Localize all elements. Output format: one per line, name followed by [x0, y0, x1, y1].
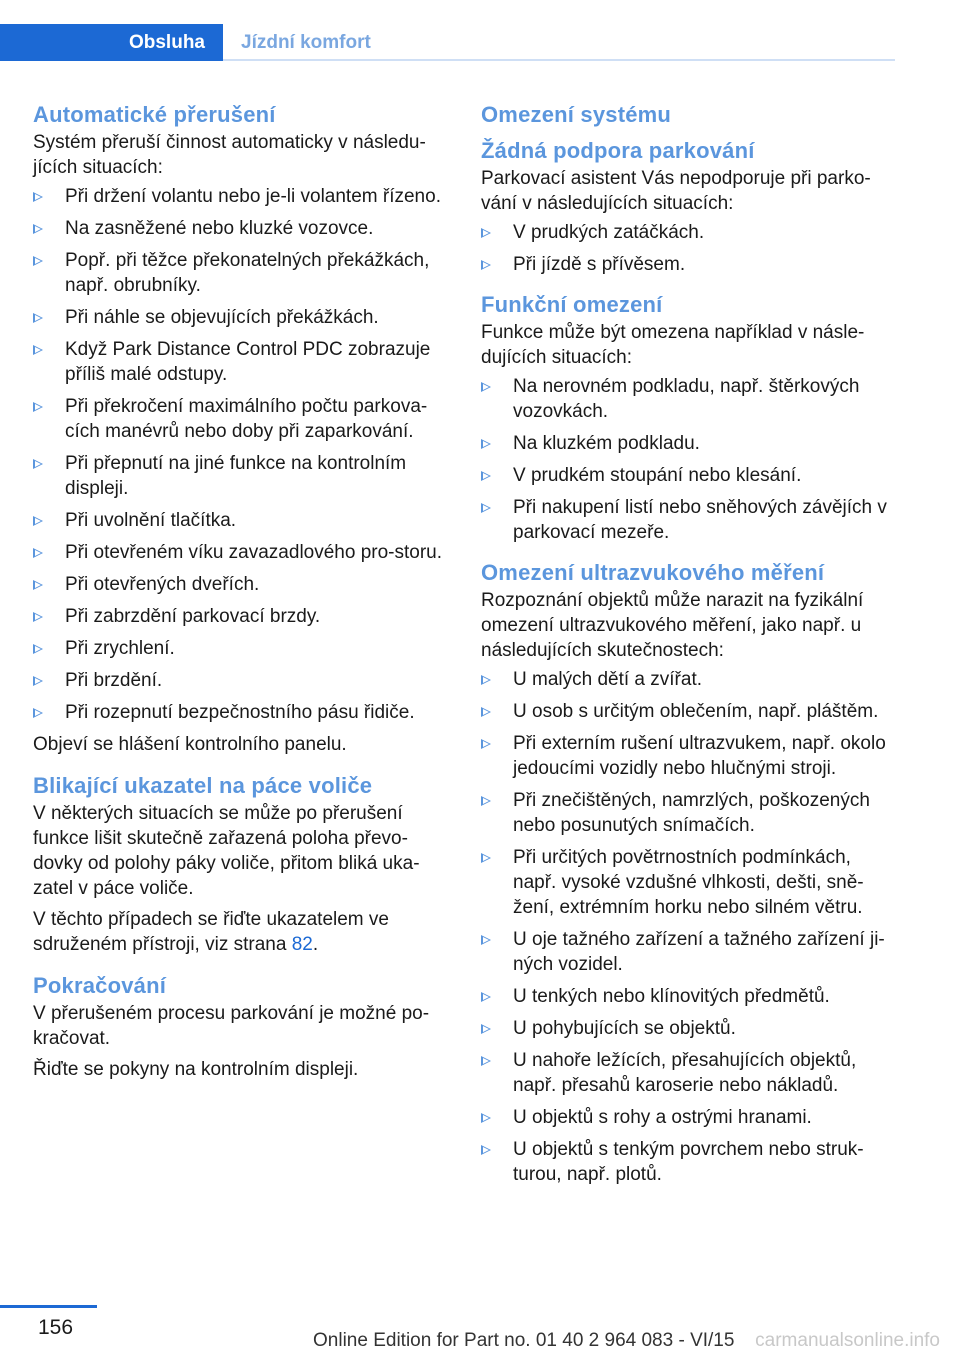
list-item	[481, 495, 896, 545]
list-item-text: Při náhle se objevujících překážkách.	[65, 307, 379, 328]
list-item-text: Při jízdě s přívěsem.	[513, 254, 686, 275]
list-item	[33, 305, 448, 330]
list-item-text: Při zrychlení.	[65, 638, 175, 659]
list-item	[33, 184, 448, 209]
page-link-82[interactable]: 82	[291, 934, 313, 955]
list-item-text: U pohybujících se objektů.	[513, 1018, 736, 1039]
list-item	[481, 927, 896, 977]
list-item-text: U nahoře ležících, přesahujících objektů, např. přesahů karoserie nebo nákladů.	[513, 1050, 857, 1096]
bullet-arrow-icon	[33, 192, 43, 202]
list-item	[481, 431, 896, 456]
list-item-text: U objektů s rohy a ostrými hranami.	[513, 1107, 812, 1128]
heading-funkcni-omezeni: Funkční omezení	[481, 292, 663, 317]
bullet-arrow-icon	[481, 935, 491, 945]
list-item-text: Při určitých povětrnostních podmínkách, např. vysoké vzdušné vlhkosti, dešti, sně-žení, extrémním horku nebo silném větru.	[513, 847, 864, 918]
list-item	[481, 699, 896, 724]
bullet-arrow-icon	[481, 675, 491, 685]
heading-zadna-podpora: Žádná podpora parkování	[481, 138, 755, 163]
list-item	[481, 845, 896, 920]
list-item-text: Při rozepnutí bezpečnostního pásu řidiče.	[65, 702, 415, 723]
blink-paragraph-2	[33, 907, 448, 957]
bullet-arrow-icon	[481, 739, 491, 749]
list-item-text: U malých dětí a zvířat.	[513, 669, 703, 690]
func-list	[481, 374, 896, 545]
list-item	[481, 1137, 896, 1187]
bullet-arrow-icon	[33, 644, 43, 654]
edition-note: Online Edition for Part no. 01 40 2 964 083 - VI/15	[313, 1330, 735, 1351]
list-item	[33, 248, 448, 298]
list-item	[33, 216, 448, 241]
bullet-arrow-icon	[481, 382, 491, 392]
cont-paragraph-2: Řiďte se pokyny na kontrolním displeji.	[33, 1059, 359, 1080]
cont-paragraph-1: V přerušeném procesu parkování je možné po-kračovat.	[33, 1003, 430, 1049]
bullet-arrow-icon	[481, 796, 491, 806]
heading-ultrazvuk: Omezení ultrazvukového měření	[481, 560, 825, 585]
bullet-arrow-icon	[481, 853, 491, 863]
bullet-arrow-icon	[481, 1024, 491, 1034]
watermark: carmanualsonline.info	[755, 1330, 940, 1351]
list-item	[33, 394, 448, 444]
bullet-arrow-icon	[33, 548, 43, 558]
list-item	[481, 1016, 896, 1041]
ultra-list	[481, 667, 896, 1187]
list-item-text: Při překročení maximálního počtu parkova-cích manévrů nebo doby při zaparkování.	[65, 396, 428, 442]
list-item-text: Na nerovném podkladu, např. štěrkových vozovkách.	[513, 376, 860, 422]
list-item	[481, 1105, 896, 1130]
list-item	[481, 984, 896, 1009]
list-item-text: Popř. při těžce překonatelných překážkách, např. obrubníky.	[65, 250, 430, 296]
auto-intro: Systém přeruší činnost automaticky v následu-jících situacích:	[33, 132, 426, 178]
list-item	[33, 700, 448, 725]
list-item	[33, 572, 448, 597]
list-item	[33, 636, 448, 661]
bullet-arrow-icon	[33, 256, 43, 266]
list-item	[481, 220, 896, 245]
list-item-text: V prudkém stoupání nebo klesání.	[513, 465, 802, 486]
list-item-text: U tenkých nebo klínovitých předmětů.	[513, 986, 830, 1007]
nosupport-intro: Parkovací asistent Vás nepodporuje při parko-vání v následujících situacích:	[481, 168, 871, 214]
list-item-text: U oje tažného zařízení a tažného zařízení ji-ných vozidel.	[513, 929, 885, 975]
bullet-arrow-icon	[481, 1145, 491, 1155]
list-item-text: Při držení volantu nebo je-li volantem řízeno.	[65, 186, 441, 207]
tab-obsluha[interactable]: Obsluha	[0, 24, 223, 61]
bullet-arrow-icon	[33, 224, 43, 234]
right-column	[481, 100, 896, 1194]
list-item-text: Při přepnutí na jiné funkce na kontrolním displeji.	[65, 453, 407, 499]
nosupport-list	[481, 220, 896, 277]
heading-automaticke-preruseni: Automatické přerušení	[33, 102, 276, 127]
list-item-text: V prudkých zatáčkách.	[513, 222, 705, 243]
list-item	[33, 604, 448, 629]
list-item	[33, 540, 448, 565]
list-item	[481, 374, 896, 424]
bullet-arrow-icon	[33, 676, 43, 686]
bullet-arrow-icon	[481, 707, 491, 717]
list-item-text: Když Park Distance Control PDC zobrazuje příliš malé odstupy.	[65, 339, 431, 385]
bullet-arrow-icon	[33, 313, 43, 323]
left-column	[33, 100, 448, 1082]
bullet-arrow-icon	[481, 1056, 491, 1066]
list-item	[33, 337, 448, 387]
func-intro: Funkce může být omezena například v násle-dujících situacích:	[481, 322, 865, 368]
heading-pokracovani: Pokračování	[33, 973, 167, 998]
bullet-arrow-icon	[481, 260, 491, 270]
bullet-arrow-icon	[481, 439, 491, 449]
header-divider	[223, 59, 895, 61]
bullet-arrow-icon	[33, 580, 43, 590]
heading-blikajici-ukazatel: Blikající ukazatel na páce voliče	[33, 773, 373, 798]
list-item-text: Při otevřeném víku zavazadlového pro-storu.	[65, 542, 443, 563]
header-tabs	[0, 24, 371, 61]
list-item-text: Při znečištěných, namrzlých, poškozených nebo posunutých snímačích.	[513, 790, 870, 836]
bullet-arrow-icon	[481, 503, 491, 513]
list-item	[481, 788, 896, 838]
list-item	[33, 451, 448, 501]
auto-list	[33, 184, 448, 725]
blink-paragraph-1: V některých situacích se může po přerušení funkce lišit skutečně zařazená poloha převo-dovky od polohy páky voliče, přitom bliká uka-zatel v páce voliče.	[33, 803, 420, 899]
list-item-text: Při otevřených dveřích.	[65, 574, 260, 595]
bullet-arrow-icon	[481, 1113, 491, 1123]
bullet-arrow-icon	[33, 612, 43, 622]
list-item	[33, 508, 448, 533]
list-item-text: U osob s určitým oblečením, např. pláštěm.	[513, 701, 879, 722]
list-item	[481, 667, 896, 692]
page-number: 156	[38, 1316, 74, 1339]
list-item-text: Na zasněžené nebo kluzké vozovce.	[65, 218, 374, 239]
heading-omezeni-systemu: Omezení systému	[481, 102, 672, 127]
bullet-arrow-icon	[481, 471, 491, 481]
bullet-arrow-icon	[33, 402, 43, 412]
list-item-text: Na kluzkém podkladu.	[513, 433, 700, 454]
list-item-text: Při nakupení listí nebo sněhových závějích v parkovací mezeře.	[513, 497, 887, 543]
bullet-arrow-icon	[481, 992, 491, 1002]
list-item-text: U objektů s tenkým povrchem nebo struk-turou, např. plotů.	[513, 1139, 864, 1185]
bullet-arrow-icon	[33, 345, 43, 355]
blink-p2-text: V těchto případech se řiďte ukazatelem ve sdruženém přístroji, viz strana	[33, 909, 389, 955]
bullet-arrow-icon	[33, 516, 43, 526]
footer-divider	[0, 1305, 97, 1308]
list-item-text: Při brzdění.	[65, 670, 163, 691]
list-item	[481, 731, 896, 781]
bullet-arrow-icon	[33, 708, 43, 718]
list-item	[33, 668, 448, 693]
list-item	[481, 1048, 896, 1098]
bullet-arrow-icon	[481, 228, 491, 238]
list-item	[481, 252, 896, 277]
list-item-text: Při uvolnění tlačítka.	[65, 510, 237, 531]
bullet-arrow-icon	[33, 459, 43, 469]
auto-outro: Objeví se hlášení kontrolního panelu.	[33, 734, 347, 755]
blink-p2-end: .	[312, 934, 319, 955]
list-item-text: Při zabrzdění parkovací brzdy.	[65, 606, 321, 627]
tab-jizdni-komfort[interactable]: Jízdní komfort	[241, 31, 371, 53]
ultra-intro: Rozpoznání objektů může narazit na fyzikální omezení ultrazvukového měření, jako např. u následujících skutečnostech:	[481, 590, 864, 661]
list-item	[481, 463, 896, 488]
list-item-text: Při externím rušení ultrazvukem, např. okolo jedoucími vozidly nebo hlučnými stroji.	[513, 733, 886, 779]
